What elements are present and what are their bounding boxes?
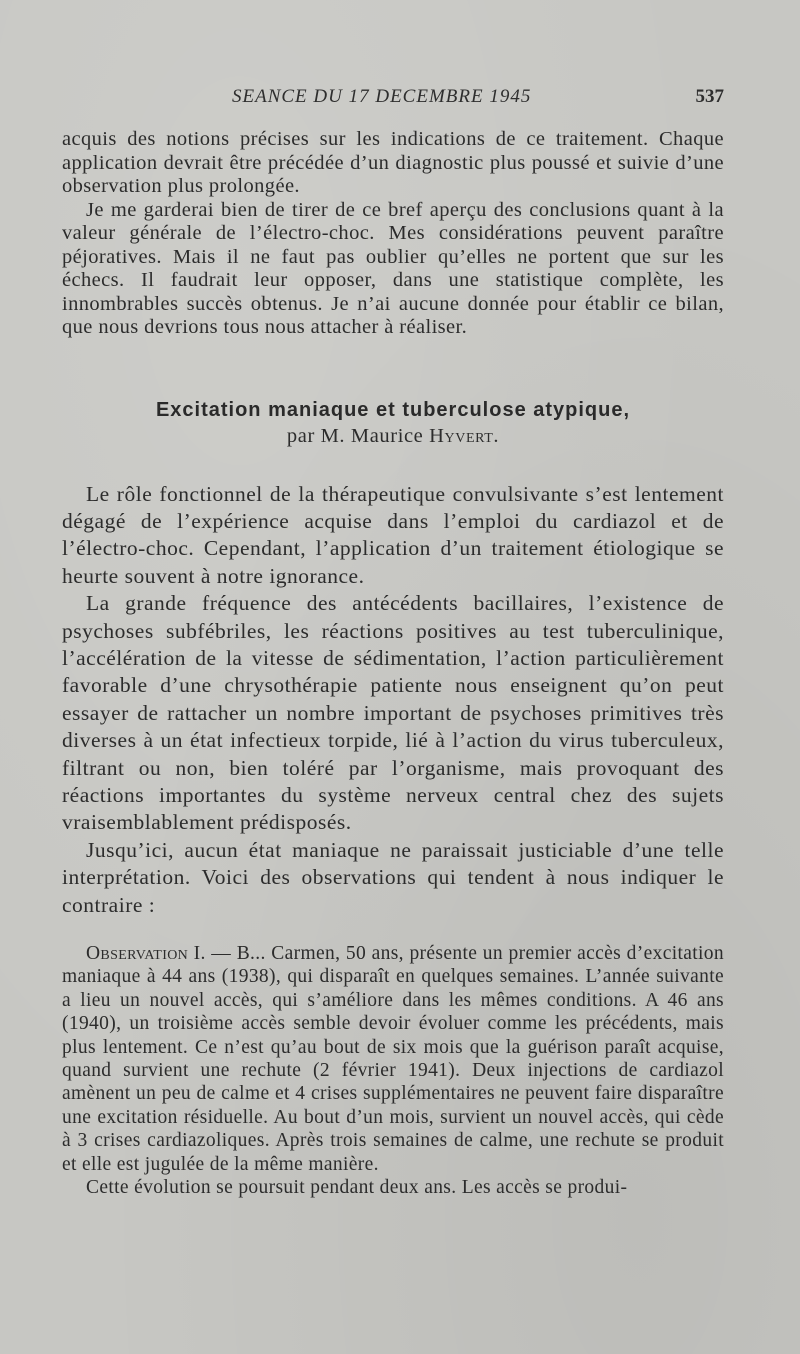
page-body [62, 128, 724, 1199]
intro-paragraph-2: Je me garderai bien de tirer de ce bref aperçu des conclusions quant à la valeur générale de l’électro-choc. Mes considérations peuvent paraître péjoratives. Mais il ne faut pas oublier qu’elles ne portent que sur les échecs. Il faudrait leur opposer, dans une statistique complète, les innombrables succès obtenus. Je n’ai aucune donnée pour établir ce bilan, que nous devrions tous nous attacher à réaliser. [62, 198, 724, 338]
intro-paragraph-1: acquis des notions précises sur les indications de ce traitement. Chaque application devrait être précédée d’un diagnostic plus poussé et suivie d’une observation plus prolongée. [62, 128, 724, 197]
intro-section [62, 128, 724, 340]
observation-paragraph-1 [62, 942, 724, 1176]
article-paragraph-1: Le rôle fonctionnel de la thérapeutique convulsivante s’est lentement dégagé de l’expérience acquise dans l’emploi du cardiazol et de l’électro-choc. Cependant, l’application d’un traitement étiologique se heurte souvent à notre ignorance. [62, 481, 724, 588]
observation-paragraph-2: Cette évolution se poursuit pendant deux ans. Les accès se produi- [86, 1177, 628, 1199]
article-paragraph-2: La grande fréquence des antécédents bacillaires, l’existence de psychoses subfébriles, les réactions positives au test tuberculinique, l’accélération de la vitesse de sédimentation, l’action particulièrement favorable d’une chrysothérapie patiente nous enseignent qu’on peut essayer de rattacher un nombre important de psychoses primitives très diverses à un état infectieux torpide, lié à l’action du virus tuberculeux, filtrant ou non, bien toléré par l’organisme, mais provoquant des réactions importantes du système nerveux central chez des sujets vraisemblablement prédisposés. [62, 591, 724, 835]
observation-section [62, 942, 724, 1199]
observation-heading: Observation I. — [86, 943, 232, 964]
article-paragraph-3: Jusqu’ici, aucun état maniaque ne paraissait justiciable d’une telle interprétation. Voici des observations qui tendent à nous indiquer le contraire : [62, 837, 724, 917]
article-section [62, 481, 724, 920]
page-header [62, 86, 724, 110]
author-name: Hyvert. [429, 424, 500, 447]
article-byline [62, 423, 724, 449]
byline-prefix: par M. Maurice [286, 424, 424, 447]
page-number: 537 [695, 86, 724, 107]
article-title: Excitation maniaque et tuberculose atypique, [155, 398, 631, 421]
running-title: SEANCE DU 17 DECEMBRE 1945 [232, 86, 532, 107]
observation-text-1: B... Carmen, 50 ans, présente un premier accès d’excitation maniaque à 44 ans (1938), qui disparaît en quelques semaines. L’année suivante a lieu un nouvel accès, qui s’améliore dans les mêmes conditions. A 46 ans (1940), un troisième accès semble devoir évoluer comme les précédents, mais plus lentement. Ce n’est qu’au bout de six mois que la guérison paraît acquise, quand survient une rechute (2 février 1941). Deux injections de cardiazol amènent un peu de calme et 4 crises supplémentaires ne peuvent faire disparaître une excitation résiduelle. Au bout d’un mois, survient un nouvel accès, qui cède à 3 crises cardiazoliques. Après trois semaines de calme, une rechute se produit et elle est jugulée de la même manière. [62, 943, 724, 1175]
